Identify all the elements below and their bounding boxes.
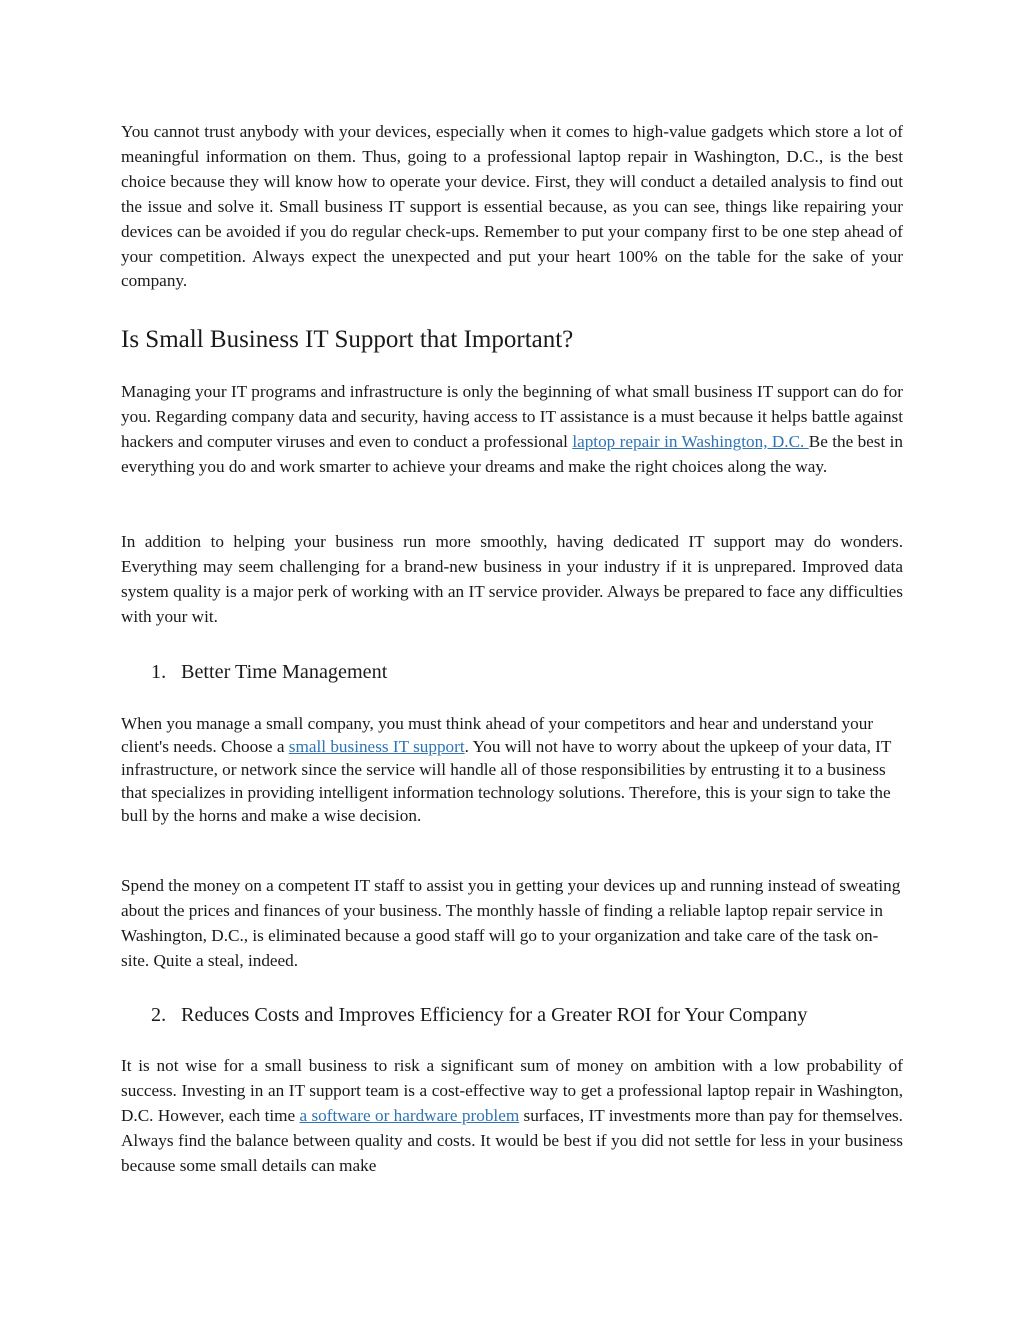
risk-text-before: It is not wise for a small business to risk a significant sum of money on ambition with a low probability of success. Investing in an IT support team is a cost-effective way to get a professional laptop repair in Washington, D.C. However, each time bbox=[121, 1056, 903, 1125]
list-title: Better Time Management bbox=[181, 661, 388, 683]
managing-text-after: Be the best in everything you do and work smarter to achieve your dreams and make the right choices along the way. bbox=[121, 431, 903, 476]
subheading-reduces-costs bbox=[151, 1001, 807, 1029]
managing-text-before: Managing your IT programs and infrastructure is only the beginning of what small business IT support can do for you. Regarding company data and security, having access to IT assistance is a must because it helps battle against hackers and computer viruses and even to conduct a professional bbox=[121, 382, 903, 451]
spend-paragraph: Spend the money on a competent IT staff to assist you in getting your devices up and running instead of sweating about the prices and finances of your business. The monthly hassle of finding a reliable laptop repair service in Washington, D.C., is eliminated because a good staff will go to your organization and take care of the task on-site. Quite a steal, indeed. bbox=[121, 876, 901, 970]
risk-paragraph bbox=[121, 1054, 903, 1179]
list-title: Reduces Costs and Improves Efficiency for a Greater ROI for Your Company bbox=[181, 1004, 808, 1026]
risk-text-after: surfaces, IT investments more than pay for themselves. Always find the balance between quality and costs. It would be best if you did not settle for less in your business because some small details can make bbox=[121, 1105, 903, 1175]
intro-paragraph: You cannot trust anybody with your devices, especially when it comes to high-value gadgets which store a lot of meaningful information on them. Thus, going to a professional laptop repair in Washington, D.C., is the best choice because they will know how to operate your device. First, they will conduct a detailed analysis to find out the issue and solve it. Small business IT support is essential because, as you can see, things like repairing your devices can be avoided if you do regular check-ups. Remember to put your company first to be one step ahead of your competition. Always expect the unexpected and put your heart 100% on the table for the sake of your company. bbox=[121, 122, 903, 291]
small-business-it-support-link[interactable]: small business IT support bbox=[288, 737, 465, 757]
laptop-repair-link[interactable]: laptop repair in Washington, D.C. bbox=[572, 431, 809, 451]
addition-paragraph: In addition to helping your business run more smoothly, having dedicated IT support may do wonders. Everything may seem challenging for a brand-new business in your industry if it is unprepared. Improved data system quality is a major perk of working with an IT service provider. Always be prepared to face any difficulties with your wit. bbox=[121, 532, 903, 626]
section-heading: Is Small Business IT Support that Important? bbox=[121, 326, 574, 353]
managing-paragraph bbox=[121, 380, 903, 480]
software-hardware-problem-link[interactable]: a software or hardware problem bbox=[299, 1105, 520, 1125]
manage-paragraph bbox=[121, 712, 903, 827]
subheading-better-time-management bbox=[151, 658, 387, 686]
manage-text-after: . You will not have to worry about the upkeep of your data, IT infrastructure, or network since the service will handle all of those responsibilities by entrusting it to a business that specializes in providing intelligent information technology solutions. Therefore, this is your sign to take the bull by the horns and make a wise decision. bbox=[121, 737, 892, 826]
list-number: 1. bbox=[151, 661, 167, 683]
manage-text-before: When you manage a small company, you must think ahead of your competitors and hear and understand your client's needs. Choose a bbox=[121, 714, 874, 757]
list-number: 2. bbox=[151, 1004, 167, 1026]
